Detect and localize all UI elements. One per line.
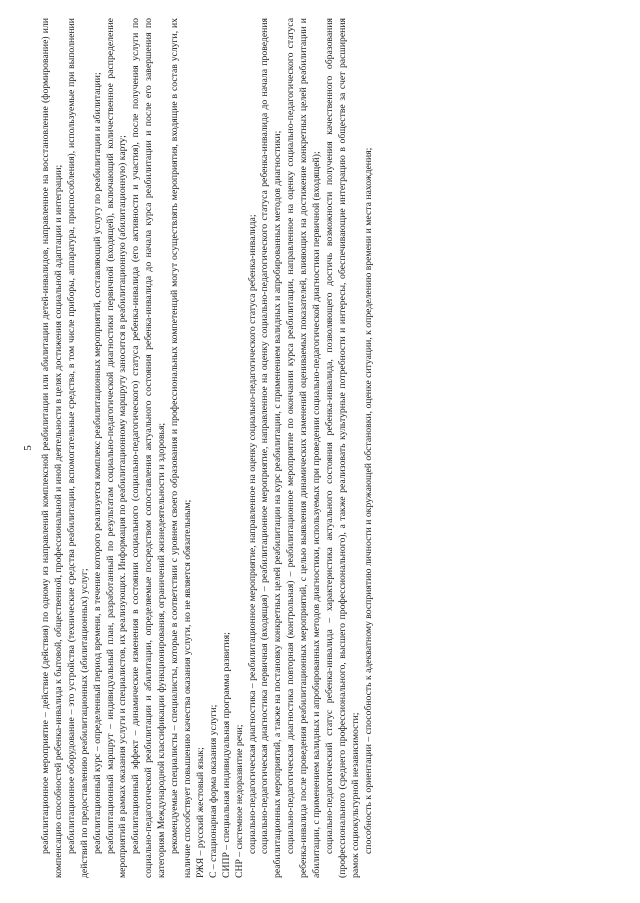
paragraph-rehab-effect: реабилитационный эффект – динамические изменения в состоянии социального (социально-педагогического) статуса ребенка-инвалида (его активности и участия), после получения услуги по социально-педагогической реабилитации и абилитации, определяемые посредством сопоставления актуального состояния ребенка-инвалида до начала курса реабилитации и после его завершения по категориям Международной классификации функционирования, ограничений жизнедеятельности и здоровья; [130, 18, 168, 878]
paragraph-social-ped-status: социально-педагогический статус ребенка-инвалида – характеристика актуального состояния ребенка-инвалида, позволяющего достичь возможности получения качественного образования (профессионального (среднего профессионального, высшего профессионального), а также реализовать культурные потребности и интересы, обеспечивающие интеграцию в обществе за счет расширения рамок социокультурной независимости; [323, 18, 361, 878]
rotated-text-block [22, 18, 597, 878]
paragraph-repeat-diagnostics: социально-педагогическая диагностика повторная (контрольная) – реабилитационное мероприятие по окончании курса реабилитации, направленное на оценку социально-педагогического статуса ребенка-инвалида после проведения реабилитационных мероприятий, с целью выявления динамических изменений оцениваемых показателей, влияющих на достижение конкретных целей реабилитации и абилитации, с применением валидных и апробированных методов диагностики, используемых при проведении социально-педагогической диагностики первичной (входящей); [285, 18, 323, 878]
paragraph-rzhya: РЖЯ – русский жестовый язык; [194, 747, 206, 878]
paragraph-rehab-measure: реабилитационное мероприятие – действие (действия) по одному из направлений комплексной реабилитации или абилитации детей-инвалидов, направленное на восстановление (формирование) или компенсацию способностей ребенка-инвалида к бытовой, общественной, профессиональной и иной деятельности в целях достижения социальной адаптации и интеграции; [40, 18, 64, 878]
paragraph-rehab-equipment: реабилитационное оборудование – это устройства (технические средства реабилитации, вспомогательные средства, в том числе приборы, аппаратура, приспособления), используемые при выполнении действий по предоставлению реабилитационных (абилитационных) услуг; [65, 18, 90, 878]
page-number: 5 [22, 445, 34, 451]
paragraph-rehab-route: реабилитационный маршрут – индивидуальный план, разработанный по результатам социально-педагогической диагностики первичной (входящей), включающий количественное распределение мероприятий в рамках оказания услуги и специалистов, их реализующих. Информация по реабилитационному маршруту заносится в реабилитационную (абилитационную) карту; [104, 18, 129, 878]
paragraph-social-ped-diagnostics: социально-педагогическая диагностика – реабилитационное мероприятие, направленное на оценку социально-педагогического статуса ребенка-инвалида; [246, 214, 258, 854]
paragraph-recommended-specialists: рекомендуемые специалисты – специалисты, которые в соответствии с уровнем своего образования и профессиональных компетенций могут осуществлять мероприятия, входящие в состав услуги, их наличие способствует повышению качества оказания услуги, но не является обязательным; [169, 18, 193, 878]
paragraph-sipr: СИПР – специальная индивидуальная программа развития; [220, 632, 232, 878]
paragraph-orientation-ability: способность к ориентации – способность к адекватному восприятию личности и окружающей обстановки, оценке ситуации, к определению времени и места нахождения; [362, 147, 374, 854]
paragraph-primary-diagnostics: социально-педагогическая диагностика первичная (входящая) – реабилитационное мероприятие, направленное на оценку социально-педагогического статуса ребенка-инвалида до начала проведения реабилитационных мероприятий, а также на постановку конкретных целей реабилитации на курс реабилитации, с применением валидных и апробированных методов диагностики; [259, 18, 284, 878]
paragraph-rehab-course: реабилитационный курс – определенный период времени, в течение которого реализуется комплекс реабилитационных мероприятий, составляющий услугу по реабилитации и абилитации; [91, 72, 103, 854]
paragraph-s: С – стационарная форма оказания услуги; [207, 704, 219, 878]
paragraph-snr: СНР – системное недоразвитие речи; [233, 724, 245, 878]
